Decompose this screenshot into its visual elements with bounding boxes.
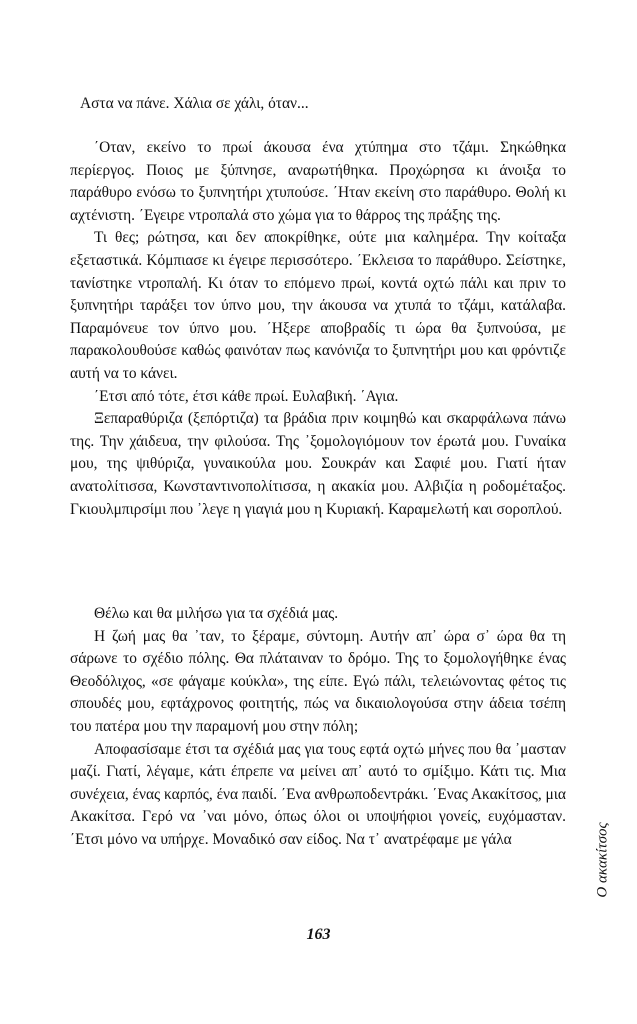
opening-paragraph: Αστα να πάνε. Χάλια σε χάλι, όταν... <box>80 95 309 112</box>
paragraph: Η ζωή μας θα ᾿ταν, το ξέραμε, σύντομη. Αυτήν απ᾿ ώρα σ᾿ ώρα θα τη σάρωνε το σχέδιο πόλης. Θα πλάταιναν το δρόμο. Της το ξομολογήθηκε ένας Θεοδόλιχος, «σε φάγαμε κούκλα», της είπε. Εγώ πάλι, τελειώνοντας φέτος τις σπουδές μου, εφτάχρονος φοιτητής, πώς να δικαιολογούσα στην άδεια τσέπη του πατέρα μου την παραμονή μου στην πόλη; <box>70 627 566 735</box>
paragraph: ΄Οταν, εκείνο το πρωί άκουσα ένα χτύπημα στο τζάμι. Σηκώθηκα περίεργος. Ποιος με ξύπνησε, αναρωτήθηκα. Προχώρησα κι άνοιξα το παράθυρο ενόσω το ξυπνητήρι χτυπούσε. ΄Ηταν εκείνη στο παράθυρο. Θολή κι αχτένιστη. ΄Εγειρε ντροπαλά στο χώμα για το θάρρος της πράξης της. <box>70 139 566 224</box>
paragraph: Θέλω και θα μιλήσω για τα σχέδιά μας. <box>94 605 339 622</box>
opening-line <box>70 93 566 116</box>
section-2 <box>70 603 566 852</box>
paragraph: Ξεπαραθύριζα (ξεπόρτιζα) τα βράδια πριν κοιμηθώ και σκαρφάλωνα πάνω της. Την χάιδευα, την φιλούσα. Της ᾿ξομολογιόμουν τον έρωτά μου. Γυναίκα μου, της ψιθύριζα, γυναικούλα μου. Σουκράν και Σαφιέ μου. Γιατί ήταν ανατολίτισσα, Κωνσταντινοπολίτισσα, η ακακία μου. Αλβιζία η ροδομέταξος. Γκιουλμπιρσίμι που ᾿λεγε η γιαγιά μου η Κυριακή. Καραμελωτή και σοροπλού. <box>70 410 566 518</box>
paragraph: Τι θες; ρώτησα, και δεν αποκρίθηκε, ούτε μια καλημέρα. Την κοίταξα εξεταστικά. Κόμπιασε κι έγειρε περισσότερο. ΄Εκλεισα το παράθυρο. Σείστηκε, τανίστηκε ντροπαλή. Κι όταν το επόμενο πρωί, κοντά οχτώ πάλι και πριν το ξυπνητήρι ταράξει τον ύπνο μου, την άκουσα να χτυπά το τζάμι, κατάλαβα. Παραμόνευε τον ύπνο μου. ΄Ηξερε αποβραδίς τι ώρα θα ξυπνούσα, με παρακολουθούσε καθώς φαινόταν πως κανόνιζα το ξυπνητήρι μου και φρόντιζε αυτή να το κάνει. <box>70 229 566 382</box>
section-1 <box>70 137 566 521</box>
page-number: 163 <box>306 926 331 943</box>
paragraph: Αποφασίσαμε έτσι τα σχέδιά μας για τους εφτά οχτώ μήνες που θα ᾿μασταν μαζί. Γιατί, λέγαμε, κάτι έπρεπε να μείνει απ᾿ αυτό το σμίξιμο. Κάτι τις. Μια συνέχεια, ένας καρπός, ένα παιδί. ΄Ενα ανθρωποδεντράκι. ΄Ενας Ακακίτσος, μια Ακακίτσα. Γερό να ᾿ναι μόνο, όπως όλοι οι υποψήφιοι γονείς, ευχόμασταν. ΄Ετσι μόνο να υπήρχε. Μοναδικό σαν είδος. Να τ᾿ ανατρέφαμε με γάλα <box>70 740 566 848</box>
paragraph: ΄Ετσι από τότε, έτσι κάθε πρωί. Ευλαβική. ΄Αγια. <box>94 387 399 405</box>
running-title: Ο ακακίτσος <box>594 822 611 898</box>
